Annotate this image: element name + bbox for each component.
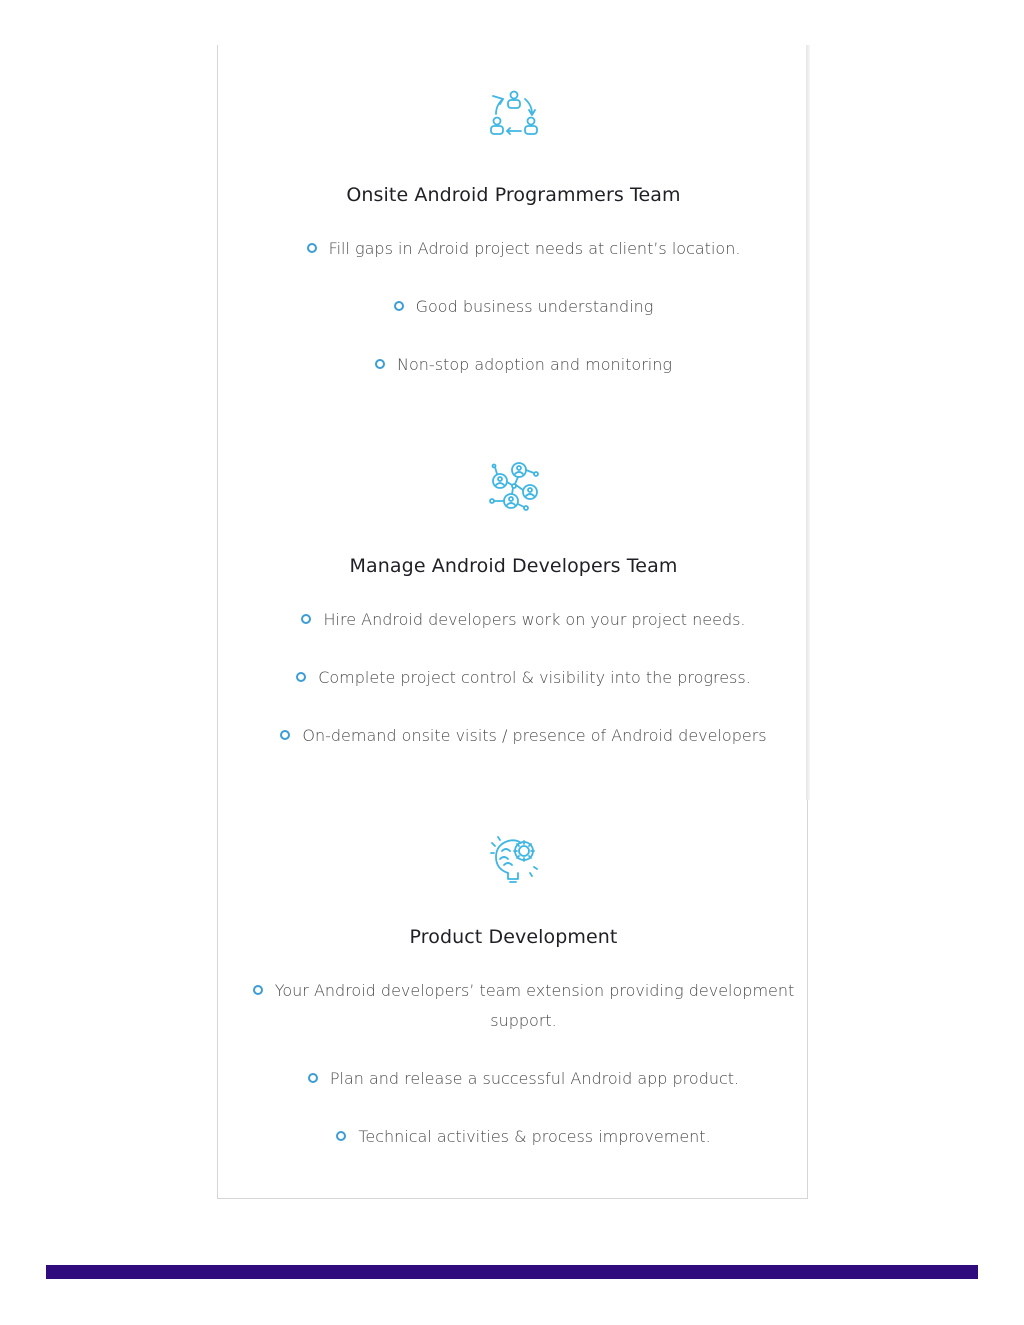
- footer-accent-bar: [46, 1265, 978, 1279]
- list-item: Technical activities & process improvement.: [248, 1122, 799, 1152]
- bullet-ring-icon: [336, 1131, 346, 1141]
- bullet-ring-icon: [253, 985, 263, 995]
- list-item: Fill gaps in Adroid project needs at client’s location.: [248, 234, 799, 264]
- network-people-icon: [488, 460, 540, 512]
- list-item: Non-stop adoption and monitoring: [248, 350, 799, 380]
- list-item: Your Android developers’ team extension providing development support.: [248, 976, 799, 1036]
- bullet-ring-icon: [296, 672, 306, 682]
- section-title: Product Development: [409, 926, 618, 948]
- list-item: Good business understanding: [248, 292, 799, 322]
- list-item: Plan and release a successful Android app product.: [248, 1064, 799, 1094]
- bullet-ring-icon: [308, 1073, 318, 1083]
- card-edge-shadow: [806, 45, 810, 800]
- brain-gear-bulb-icon: [488, 833, 540, 885]
- bullet-ring-icon: [375, 359, 385, 369]
- list-item: Hire Android developers work on your project needs.: [248, 605, 799, 635]
- team-rotation-icon: [488, 87, 540, 139]
- list-item: On-demand onsite visits / presence of Android developers: [248, 721, 799, 751]
- list-item: Complete project control & visibility into the progress.: [248, 663, 799, 693]
- services-card: [217, 45, 808, 1199]
- section-title: Manage Android Developers Team: [349, 555, 678, 577]
- bullet-ring-icon: [280, 730, 290, 740]
- section-title: Onsite Android Programmers Team: [346, 184, 681, 206]
- bullet-ring-icon: [307, 243, 317, 253]
- bullet-ring-icon: [301, 614, 311, 624]
- bullet-ring-icon: [394, 301, 404, 311]
